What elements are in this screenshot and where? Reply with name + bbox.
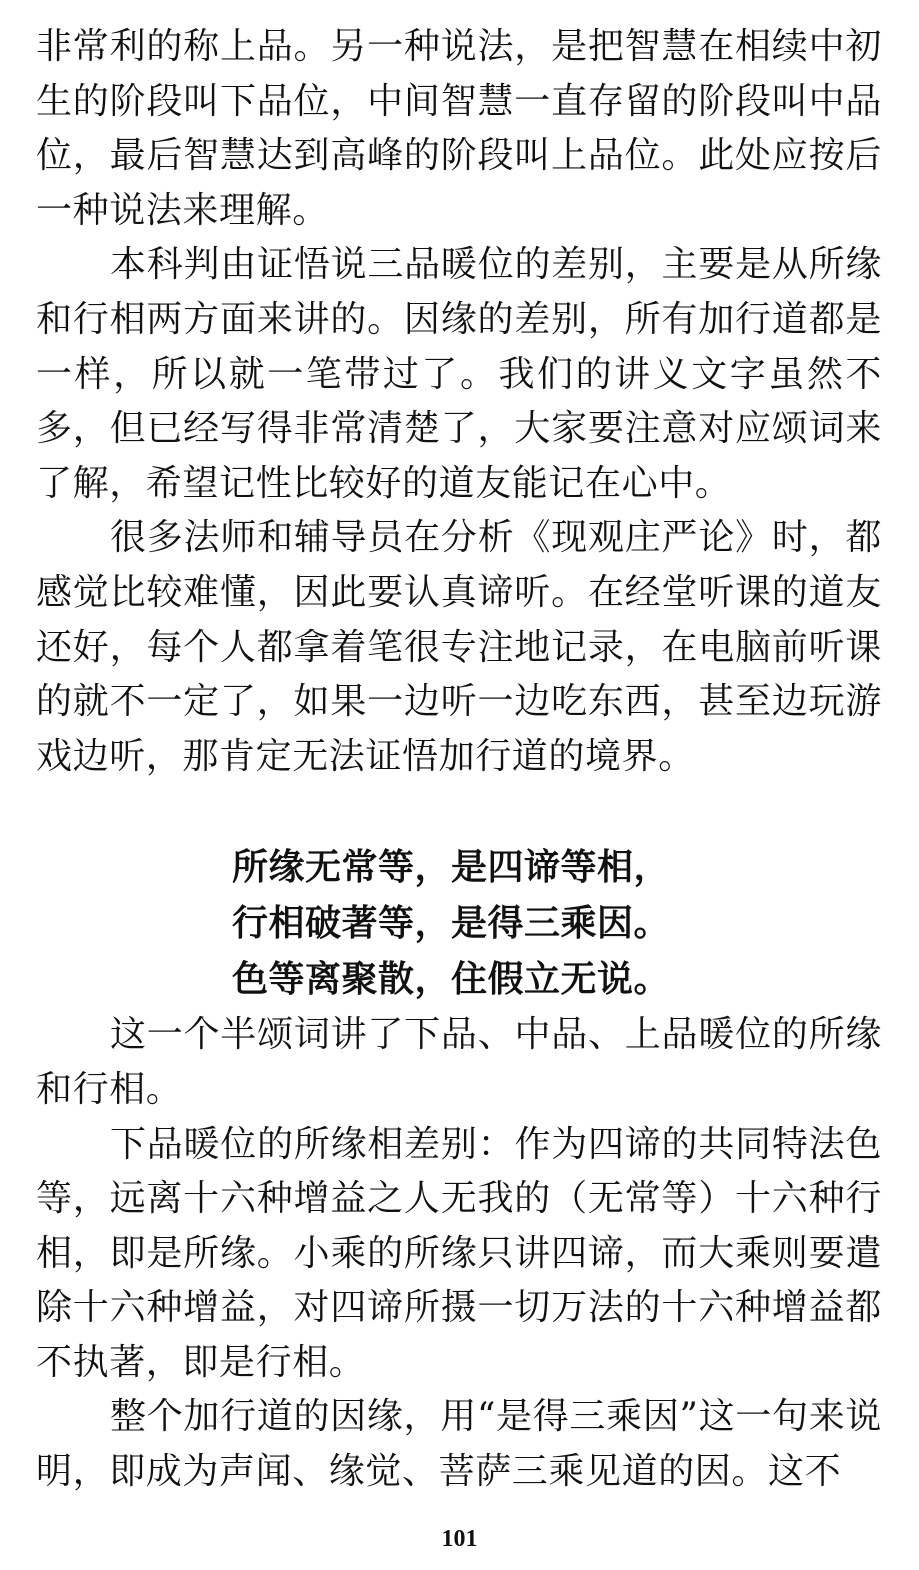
paragraph-6: 整个加行道的因缘，用“是得三乘因”这一句来说明，即成为声闻、缘觉、菩萨三乘见道的因。这不 [36,1396,882,1493]
paragraph-5: 下品暖位的所缘相差别：作为四谛的共同特法色等，远离十六种增益之人无我的（无常等）十六种行相，即是所缘。小乘的所缘只讲四谛，而大乘则要遣除十六种增益，对四谛所摄一切万法的十六种增益都不执著，即是行相。 [36,1123,882,1383]
verse-line-2: 行相破著等，是得三乘因。 [232,903,671,945]
verse-line-3: 色等离聚散，住假立无说。 [232,959,671,1001]
paragraph-4: 这一个半颂词讲了下品、中品、上品暖位的所缘和行相。 [36,1014,882,1110]
paragraph-3: 很多法师和辅导员在分析《现观庄严论》时，都感觉比较难懂，因此要认真谛听。在经堂听课的道友还好，每个人都拿着笔很专注地记录，在电脑前听课的就不一定了，如果一边听一边吃东西，甚至边玩游戏边听，那肯定无法证悟加行道的境界。 [36,517,882,777]
verse-line-1: 所缘无常等，是四谛等相， [232,847,671,889]
paragraph-1: 非常利的称上品。另一种说法，是把智慧在相续中初生的阶段叫下品位，中间智慧一直存留的阶段叫中品位，最后智慧达到高峰的阶段叫上品位。此处应按后一种说法来理解。 [36,26,882,231]
verse-block [36,840,882,1008]
section-gap [36,784,882,840]
page-number: 101 [441,1526,478,1552]
paragraph-2: 本科判由证悟说三品暖位的差别，主要是从所缘和行相两方面来讲的。因缘的差别，所有加行道都是一样，所以就一笔带过了。我们的讲义文字虽然不多，但已经写得非常清楚了，大家要注意对应颂词来了解，希望记性比较好的道友能记在心中。 [36,244,882,504]
page-body [36,20,882,1500]
